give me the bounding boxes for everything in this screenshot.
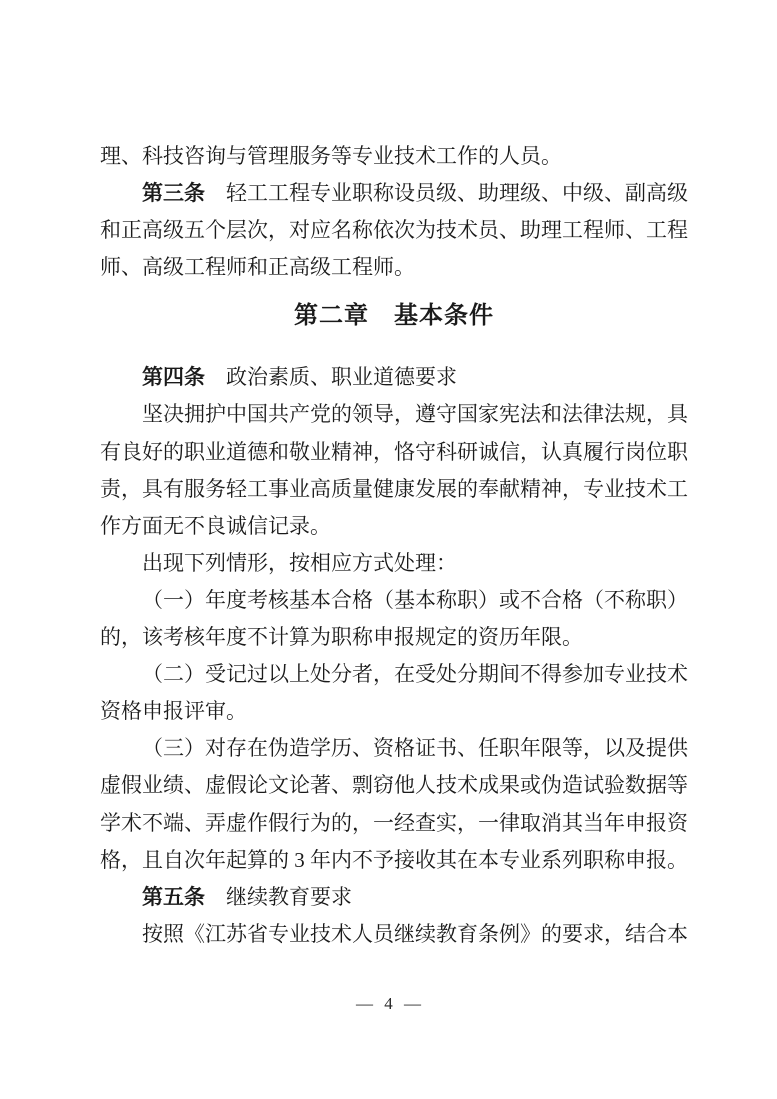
text-line: 出现下列情形，按相应方式处理： <box>142 550 457 575</box>
page-footer <box>0 994 777 1014</box>
text-line: （三）对存在伪造学历、资格证书、任职年限等，以及提供 <box>142 736 688 761</box>
body-paragraph <box>100 916 688 953</box>
text-line: 格，且自次年起算的 3 年内不予接收其在本专业系列职称申报。 <box>100 847 688 872</box>
page-number: — 4 — <box>356 994 421 1013</box>
body-paragraph <box>100 656 688 730</box>
article-number: 第三条 <box>142 181 205 206</box>
text-line: 虚假业绩、虚假论文论著、剽窃他人技术成果或伪造试验数据等 <box>100 773 688 798</box>
article-number: 第四条 <box>142 365 205 390</box>
text-line: 作方面无不良诚信记录。 <box>100 513 331 538</box>
text-line: 有良好的职业道德和敬业精神，恪守科研诚信，认真履行岗位职 <box>100 439 688 464</box>
article-paragraph <box>100 879 688 916</box>
chapter-heading <box>100 298 688 335</box>
text-line: 学术不端、弄虚作假行为的，一经查实，一律取消其当年申报资 <box>100 810 688 835</box>
body-paragraph <box>100 396 688 544</box>
text-line: 和正高级五个层次，对应名称依次为技术员、助理工程师、工程 <box>100 218 688 243</box>
body-paragraph <box>100 545 688 582</box>
article-number: 第五条 <box>142 884 205 909</box>
article-paragraph <box>100 175 688 286</box>
body-paragraph <box>100 138 688 175</box>
text-line: 责，具有服务轻工事业高质量健康发展的奉献精神，专业技术工 <box>100 476 688 501</box>
text-line: （二）受记过以上处分者，在受处分期间不得参加专业技术 <box>142 662 688 687</box>
text-line: 第二章 基本条件 <box>294 303 494 330</box>
article-paragraph <box>100 359 688 396</box>
text-line: 第五条 继续教育要求 <box>142 884 352 909</box>
text-line: 师、高级工程师和正高级工程师。 <box>100 255 415 280</box>
text-line: 理、科技咨询与管理服务等专业技术工作的人员。 <box>100 144 562 168</box>
text-line: 的，该考核年度不计算为职称申报规定的资历年限。 <box>100 625 583 650</box>
text-line: 资格申报评审。 <box>100 699 247 724</box>
body-paragraph <box>100 730 688 878</box>
document-body <box>100 138 688 953</box>
text-line: 第三条 轻工工程专业职称设员级、助理级、中级、副高级 <box>142 181 688 206</box>
text-line: 第四条 政治素质、职业道德要求 <box>142 365 457 390</box>
body-paragraph <box>100 582 688 656</box>
text-line: 按照《江苏省专业技术人员继续教育条例》的要求，结合本 <box>142 921 688 946</box>
text-line: 坚决拥护中国共产党的领导，遵守国家宪法和法律法规，具 <box>142 402 688 427</box>
text-line: （一）年度考核基本合格（基本称职）或不合格（不称职） <box>142 587 688 612</box>
